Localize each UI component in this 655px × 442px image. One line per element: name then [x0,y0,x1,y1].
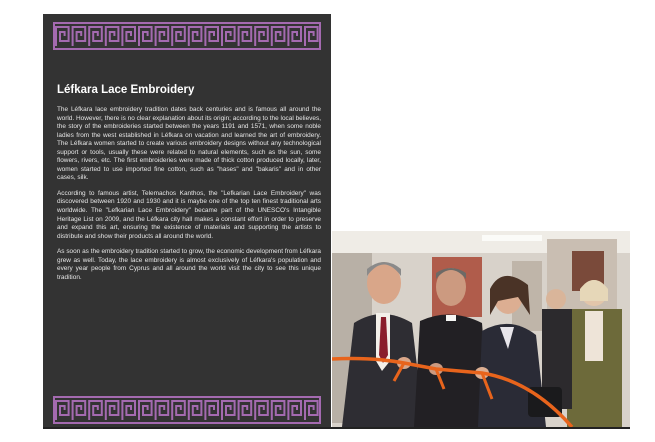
greek-key-border-bottom [53,396,321,424]
article-body [57,106,321,289]
info-panel [43,14,331,428]
page-title: Léfkara Lace Embroidery [57,84,195,96]
ribbon-cutting-illustration [332,231,630,427]
greek-key-border-top [53,22,321,50]
meander-pattern [56,401,318,420]
bottom-rule [43,427,630,429]
paragraph-1: The Léfkara lace embroidery tradition dates back centuries and is famous all around the world. However, there is no clear explanation about its origin; according to the local believes, the story of the embroideries started between the years 1191 and 1571, when some noble ladies from the west established in Léfkara on vacation and learned the art of embroidery. The Léfkara women started to create various embroidery designs without any technological support or tools, usually these were related to natural elements, such as the sun, some flowers, rivers, etc. The first embroideries were made of thick cotton produced locally, later, women started to use imported fine cotton, such as "hases" and "bakaris" and in other cases, silk. [57,106,321,182]
ribbon-cutting-photo [332,231,630,427]
paragraph-2: According to famous artist, Telemachos Kanthos, the "Lefkarian Lace Embroidery" was discovered between 1920 and 1930 and it is maybe one of the top ten finest traditional arts worldwide. The "Lefkarian Lace Embroidery" became part of the UNESCO's Intangible Heritage List on 2009, and the Léfkara city hall makes a constant effort in order to preserve and expand this art, ensuring the existence of materials and supporting the artists to distribute and show their products all around the world. [57,189,321,240]
paragraph-3: As soon as the embroidery tradition started to grow, the economic development from Léfkara grew as well. Today, the lace embroidery is almost exclusively of Léfkara's population and every year people from Cyprus and all around the world visit the city to see this unique tradition. [57,248,321,281]
meander-pattern [56,27,318,46]
